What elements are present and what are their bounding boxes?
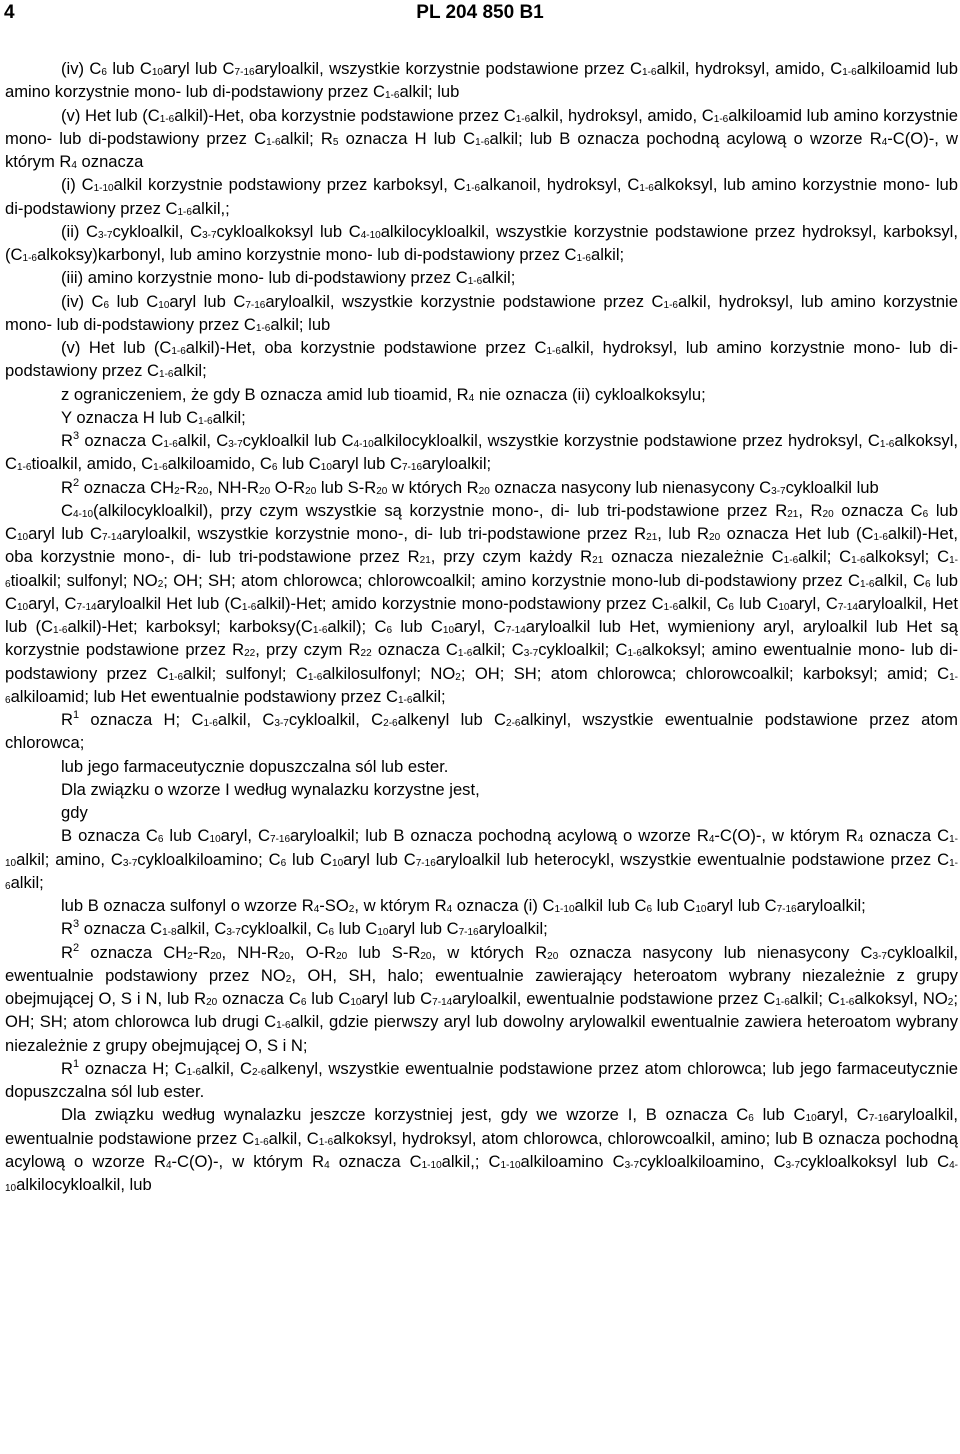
- paragraph: (iii) amino korzystnie mono- lub di-podstawiony przez $C_{1-6}alkil$;: [61, 268, 516, 288]
- paragraph: B oznacza $C_6$ lub $C_{10}aryl$, $C_{7-16}aryloalkil$; lub B oznacza pochodną acylową o wzorze $R_4-C(O)-$, w którym $R_4$ oznacza $C_{1-10}alkil$; amino, $C_{3-7}cykloalkiloamino$; $C_6$ lub $C_{10}aryl$ lub $C_{7-16}aryloalkil$ lub heterocykl, wszystkie ewentualnie podstawione przez $C_{1-6}alkil$;: [5, 826, 959, 892]
- paragraph: $R^1$ oznacza H; $C_{1-6}alkil$, $C_{3-7}cykloalkil$, $C_{2-6}alkenyl$ lub $C_{2-6}alkinyl$, wszystkie ewentualnie podstawione przez atom chlorowca;: [5, 709, 958, 753]
- paragraph: z ograniczeniem, że gdy B oznacza amid lub tioamid, $R_4$ nie oznacza (ii) cykloalkoksylu;: [61, 384, 706, 404]
- paragraph: lub jego farmaceutycznie dopuszczalna sól lub ester.: [61, 756, 449, 776]
- paragraph: Y oznacza H lub $C_{1-6}alkil$;: [61, 407, 246, 427]
- document-id: PL 204 850 B1: [416, 2, 544, 23]
- paragraph: (iv) $C_6$ lub $C_{10}aryl$ lub $C_{7-16}aryloalkil$, wszystkie korzystnie podstawione przez $C_{1-6}alkil$, hydroksyl, lub amino korzystnie mono- lub di-podstawiony przez $C_{1-6}alkil$; lub: [5, 291, 958, 334]
- paragraph: (ii) $C_{3-7}cykloalkil$, $C_{3-7}cykloalkoksyl$ lub $C_{4-10}alkilocykloalkil$, wszystkie korzystnie podstawione przez hydroksyl, karboksyl, $(C_{1-6}alkoksy)karbonyl$, lub amino korzystnie mono- lub di-podstawiony przez $C_{1-6}alkil$;: [5, 221, 958, 264]
- paragraph: $R^3$ oznacza $C_{1-6}alkil$, $C_{3-7}cykloalkil$ lub $C_{4-10}alkilocykloalkil$, wszystkie korzystnie podstawione przez hydroksyl, $C_{1-6}alkoksyl$, $C_{1-6}tioalkil$, amido, $C_{1-6}alkiloamido$, $C_6$ lub $C_{10}aryl$ lub $C_{7-16}aryloalkil$;: [5, 430, 958, 474]
- page-number: 4: [4, 2, 15, 23]
- paragraph: lub B oznacza sulfonyl o wzorze $R_4-SO_2$, w którym $R_4$ oznacza (i) $C_{1-10}alkil$ lub $C_6$ lub $C_{10}aryl$ lub $C_{7-16}aryloalkil$;: [61, 896, 866, 915]
- paragraph: Dla związku według wynalazku jeszcze korzystniej jest, gdy we wzorze I, B oznacza $C_6$ lub $C_{10}aryl$, $C_{7-16}aryloalkil$, ewentualnie podstawione przez $C_{1-6}alkil$, $C_{1-6}alkoksyl$, hydroksyl, atom chlorowca, chlorowcoalkil, amino; lub B oznacza pochodną acylową o wzorze $R_4-C(O)-$, w którym $R_4$ oznacza $C_{1-10}alkil$,; $C_{1-10}alkiloamino$ $C_{3-7}cykloalkiloamino$, $C_{3-7}cykloalkoksyl$ lub $C_{4-10}alkilocykloalkil$, lub: [5, 1105, 959, 1194]
- paragraph: (iv) $C_6$ lub $C_{10}aryl$ lub $C_{7-16}aryloalkil$, wszystkie korzystnie podstawione przez $C_{1-6}alkil$, hydroksyl, amido, $C_{1-6}alkiloamid$ lub amino korzystnie mono- lub di-podstawiony przez $C_{1-6}alkil$; lub: [5, 59, 958, 102]
- paragraph: $R^2$ oznacza $CH_2-R_{20}$, $NH-R_{20}$ $O-R_{20}$ lub $S-R_{20}$ w których $R_{20}$ oznacza nasycony lub nienasycony $C_{3-7}cykloalkil$ lub: [61, 476, 879, 497]
- page-header: [0, 0, 960, 30]
- document-body: [5, 57, 958, 1196]
- paragraph: $R^3$ oznacza $C_{1-8}alkil$, $C_{3-7}cykloalkil$, $C_6$ lub $C_{10}aryl$ lub $C_{7-16}aryloalkil$;: [61, 918, 548, 939]
- paragraph: (v) Het lub $(C_{1-6}alkil)$-Het, oba korzystnie podstawione przez $C_{1-6}alkil$, hydroksyl, lub amino korzystnie mono- lub di-podstawiony przez $C_{1-6}alkil$;: [5, 338, 958, 381]
- paragraph: $R^1$ oznacza H; $C_{1-6}alkil$, $C_{2-6}alkenyl$, wszystkie ewentualnie podstawione przez atom chlorowca; lub jego farmaceutycznie dopuszczalna sól lub ester.: [5, 1057, 959, 1101]
- paragraph: (i) $C_{1-10}alkil$ korzystnie podstawiony przez karboksyl, $C_{1-6}alkanoil$, hydroksyl, $C_{1-6}alkoksyl$, lub amino korzystnie mono- lub di-podstawiony przez $C_{1-6}alkil$,;: [5, 175, 958, 218]
- paragraph: $C_{4-10}(alkilocykloalkil)$, przy czym wszystkie są korzystnie mono-, di- lub tri-podstawione przez $R_{21}$, $R_{20}$ oznacza $C_6$ lub $C_{10}aryl$ lub $C_{7-14}aryloalkil$, wszystkie korzystnie mono-, di- lub tri-podstawione przez $R_{21}$, lub $R_{20}$ oznacza Het lub $(C_{1-6}alkil)$-Het, oba korzystnie mono-, di- lub tri-podstawione przez $R_{21}$, przy czym każdy $R_{21}$ oznacza niezależnie $C_{1-6}alkil$; $C_{1-6}alkoksyl$; $C_{1-6}tioalkil$; sulfonyl; $NO_2$; OH; SH; atom chlorowca; chlorowcoalkil; amino korzystnie mono-lub di-podstawiony przez $C_{1-6}alkil$, $C_6$ lub $C_{10}aryl$, $C_{7-14}aryloalkil$ Het lub $(C_{1-6}alkil)$-Het; amido korzystnie mono-podstawiony przez $C_{1-6}alkil$, $C_6$ lub $C_{10}aryl$, $C_{7-14}aryloalkil$, Het lub $(C_{1-6}alkil)$-Het; karboksyl; $karboksy(C_{1-6}alkil)$; $C_6$ lub $C_{10}aryl$, $C_{7-14}aryloalkil$ lub Het, wymieniony aryl, aryloalkil lub Het są korzystnie podstawione przez $R_{22}$, przy czym $R_{22}$ oznacza $C_{1-6}alkil$; $C_{3-7}cykloalkil$; $C_{1-6}alkoksyl$; amino ewentualnie mono- lub di-podstawiony przez $C_{1-6}alkil$; sulfonyl; $C_{1-6}alkilosulfonyl$; $NO_2$; OH; SH; atom chlorowca; chlorowcoalkil; karboksyl; amid; $C_{1-6}alkiloamid$; lub Het ewentualnie podstawiony przez $C_{1-6}alkil$;: [5, 500, 958, 706]
- paragraph: $R^2$ oznacza $CH_2-R_{20}$, $NH-R_{20}$, $O-R_{20}$ lub $S-R_{20}$, w których $R_{20}$ oznacza nasycony lub nienasycony $C_{3-7}cykloalkil$, ewentualnie podstawiony przez $NO_2$, OH, SH, halo; ewentualnie zawierający heteroatom wybrany niezależnie z grupy obejmującej O, S i N, lub $R_{20}$ oznacza $C_6$ lub $C_{10}aryl$ lub $C_{7-14}aryloalkil$, ewentualnie podstawione przez $C_{1-6}alkil$; $C_{1-6}alkoksyl$, $NO_2$; OH; SH; atom chlorowca lub drugi $C_{1-6}alkil$, gdzie pierwszy aryl lub dowolny arylowalkil ewentualnie zawiera heteroatom wybrany niezależnie z grupy obejmującej O, S i N;: [5, 941, 958, 1055]
- paragraph: Dla związku o wzorze I według wynalazku korzystne jest,: [61, 779, 480, 799]
- paragraph: (v) Het lub $(C_{1-6}alkil)$-Het, oba korzystnie podstawione przez $C_{1-6}alkil$, hydroksyl, amido, $C_{1-6}alkiloamid$ lub amino korzystnie mono- lub di-podstawiony przez $C_{1-6}alkil$; $R_5$ oznacza H lub $C_{1-6}alkil$; lub B oznacza pochodną acylową o wzorze $R_4-C(O)-$, w którym $R_4$ oznacza: [5, 105, 959, 171]
- paragraph: gdy: [61, 803, 88, 822]
